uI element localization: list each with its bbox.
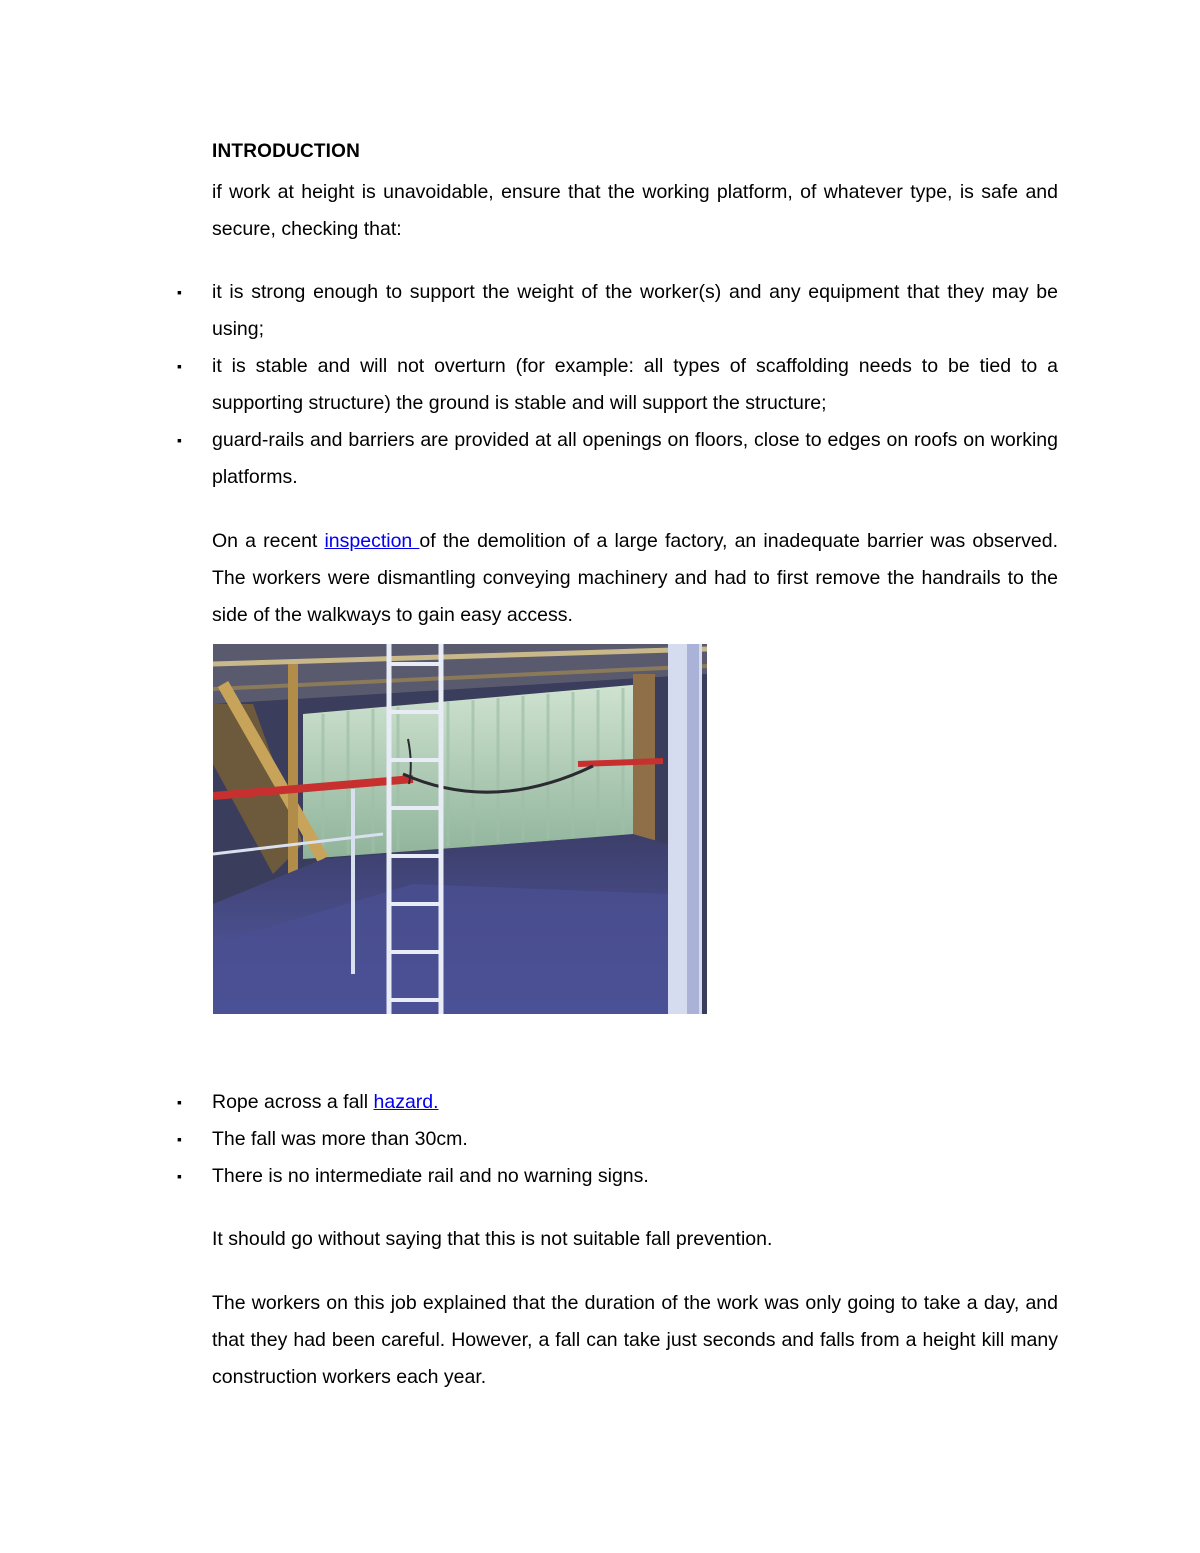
bullet-icon: ▪ (177, 1094, 182, 1110)
list-item (0, 1084, 1058, 1121)
intro-paragraph: if work at height is unavoidable, ensure that the working platform, of whatever type, is safe and secure, checking that: (212, 181, 1058, 240)
observations-list (0, 1084, 1200, 1195)
inspection-text-after: of the demolition of a large factory, an inadequate barrier was observed. The workers were dismantling conveying machinery and had to first remove the handrails to the side of the walkways to gain easy access. (212, 530, 1058, 626)
section-heading: INTRODUCTION (212, 141, 361, 162)
list-item (0, 274, 1058, 348)
list-item-text: There is no intermediate rail and no warning signs. (212, 1165, 649, 1187)
list-item-text: Rope across a fall (212, 1091, 374, 1113)
list-item (0, 1121, 1058, 1158)
bullet-icon: ▪ (177, 1168, 182, 1184)
inspection-paragraph (212, 523, 1058, 634)
list-item-text: it is strong enough to support the weight of the worker(s) and any equipment that they may be using; (212, 281, 1058, 340)
hazard-link[interactable]: hazard. (373, 1091, 439, 1113)
list-item (0, 422, 1058, 496)
checks-list (0, 274, 1200, 496)
conclusion-paragraph-1: It should go without saying that this is not suitable fall prevention. (212, 1228, 773, 1250)
bullet-icon: ▪ (177, 1131, 182, 1147)
list-item-text: it is stable and will not overturn (for example: all types of scaffolding needs to be tied to a supporting structure) the ground is stable and will support the structure; (212, 355, 1058, 414)
list-item-text: guard-rails and barriers are provided at all openings on floors, close to edges on roofs on working platforms. (212, 429, 1058, 488)
inspection-text-before: On a recent (212, 530, 325, 552)
bullet-icon: ▪ (177, 358, 182, 374)
site-photo (213, 644, 707, 1014)
conclusion-paragraph-2: The workers on this job explained that the duration of the work was only going to take a day, and that they had been careful. However, a fall can take just seconds and falls from a height kill many construction workers each year. (212, 1292, 1058, 1388)
list-item-text: The fall was more than 30cm. (212, 1128, 468, 1150)
bullet-icon: ▪ (177, 432, 182, 448)
bullet-icon: ▪ (177, 284, 182, 300)
factory-walkway-image (213, 644, 707, 1014)
list-item (0, 1158, 1058, 1195)
inspection-link[interactable]: inspection (324, 530, 420, 552)
list-item (0, 348, 1058, 422)
